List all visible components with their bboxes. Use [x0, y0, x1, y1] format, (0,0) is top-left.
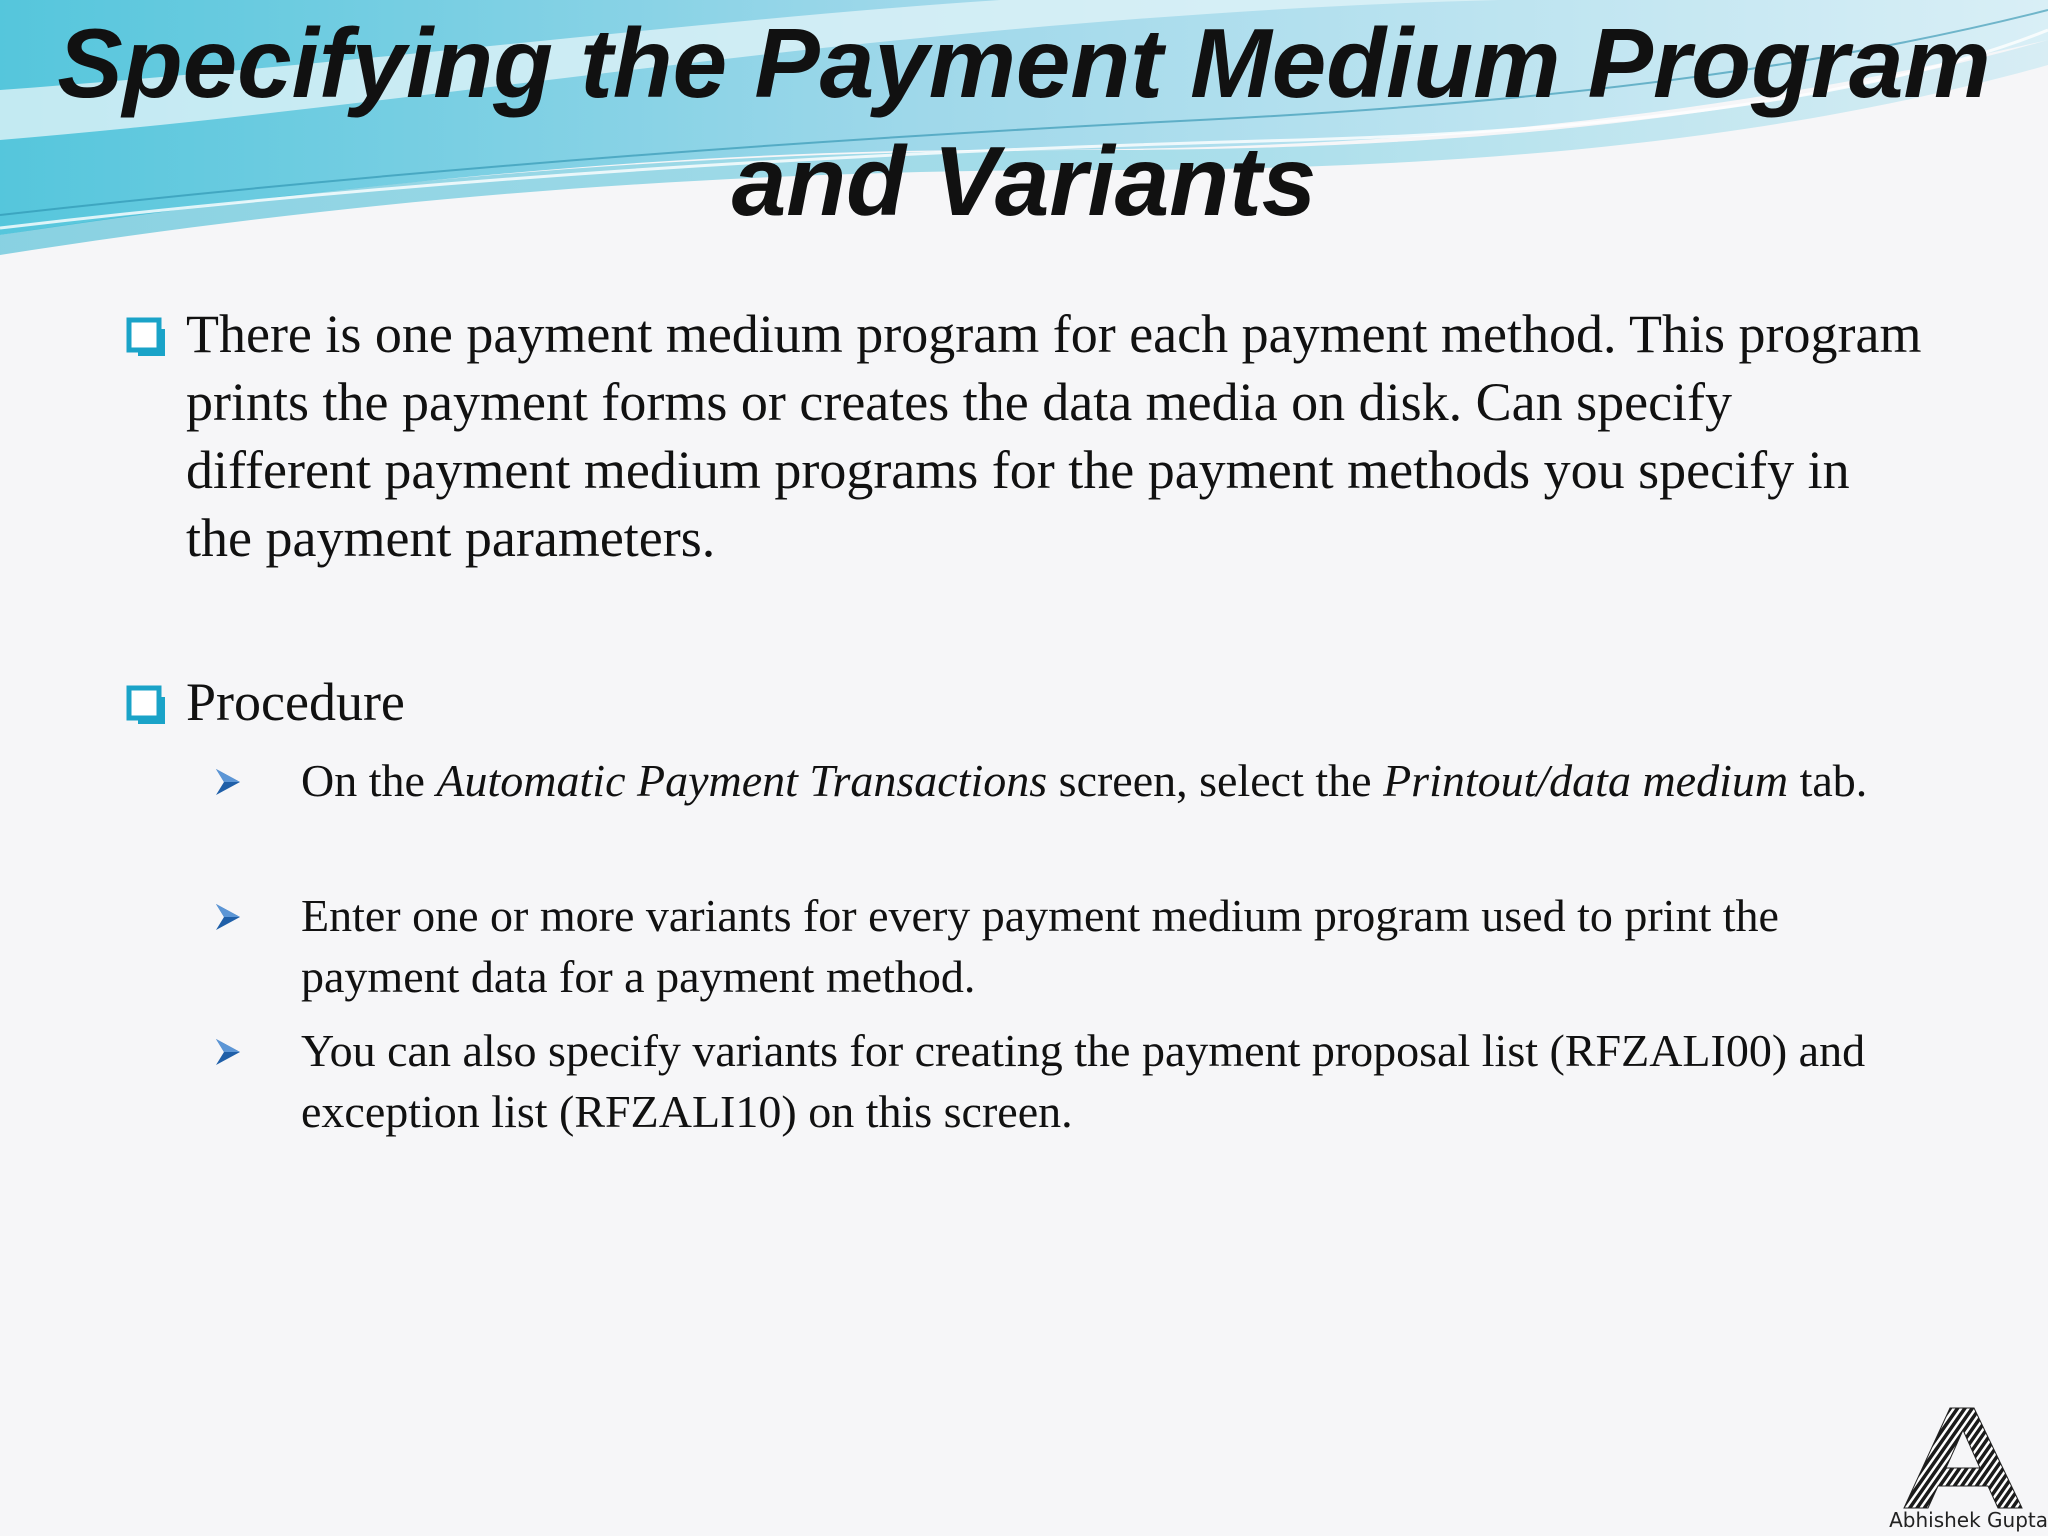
procedure-step-1 — [301, 750, 1921, 811]
step-text-run: screen, select the — [1047, 755, 1384, 806]
procedure-step-3 — [301, 1020, 1921, 1142]
step-text-run: Enter one or more variants for every payment medium program used to print the payment data for a payment method. — [301, 890, 1779, 1002]
step-text-run: Printout/data medium — [1383, 755, 1789, 806]
title-line-1: Specifying the Payment Medium Program — [57, 8, 1991, 118]
step-text-run: On the — [301, 755, 437, 806]
bullet-intro: There is one payment medium program for each payment method. This program prints the payment forms or creates the data media on disk. Can specify different payment medium programs for the payment methods you specify in the payment parameters. — [186, 304, 1922, 568]
slide-title — [0, 4, 2048, 240]
arrowhead-icon — [214, 902, 242, 932]
square-checkbox-icon — [126, 685, 166, 725]
step-text-run: You can also specify variants for creating the payment proposal list (RFZALI00) and exception list (RFZALI10) on this screen. — [301, 1025, 1866, 1137]
step-text-run: tab. — [1788, 755, 1868, 806]
arrowhead-icon — [214, 1037, 242, 1067]
bullet-procedure: Procedure — [186, 672, 405, 732]
procedure-step-2 — [301, 885, 1921, 1007]
title-line-2: and Variants — [731, 126, 1317, 236]
step-text-run: Automatic Payment Transactions — [436, 755, 1048, 806]
author-caption: Abhishek Gupta — [1889, 1508, 2048, 1532]
square-checkbox-icon — [126, 317, 166, 357]
arrowhead-icon — [214, 767, 242, 797]
